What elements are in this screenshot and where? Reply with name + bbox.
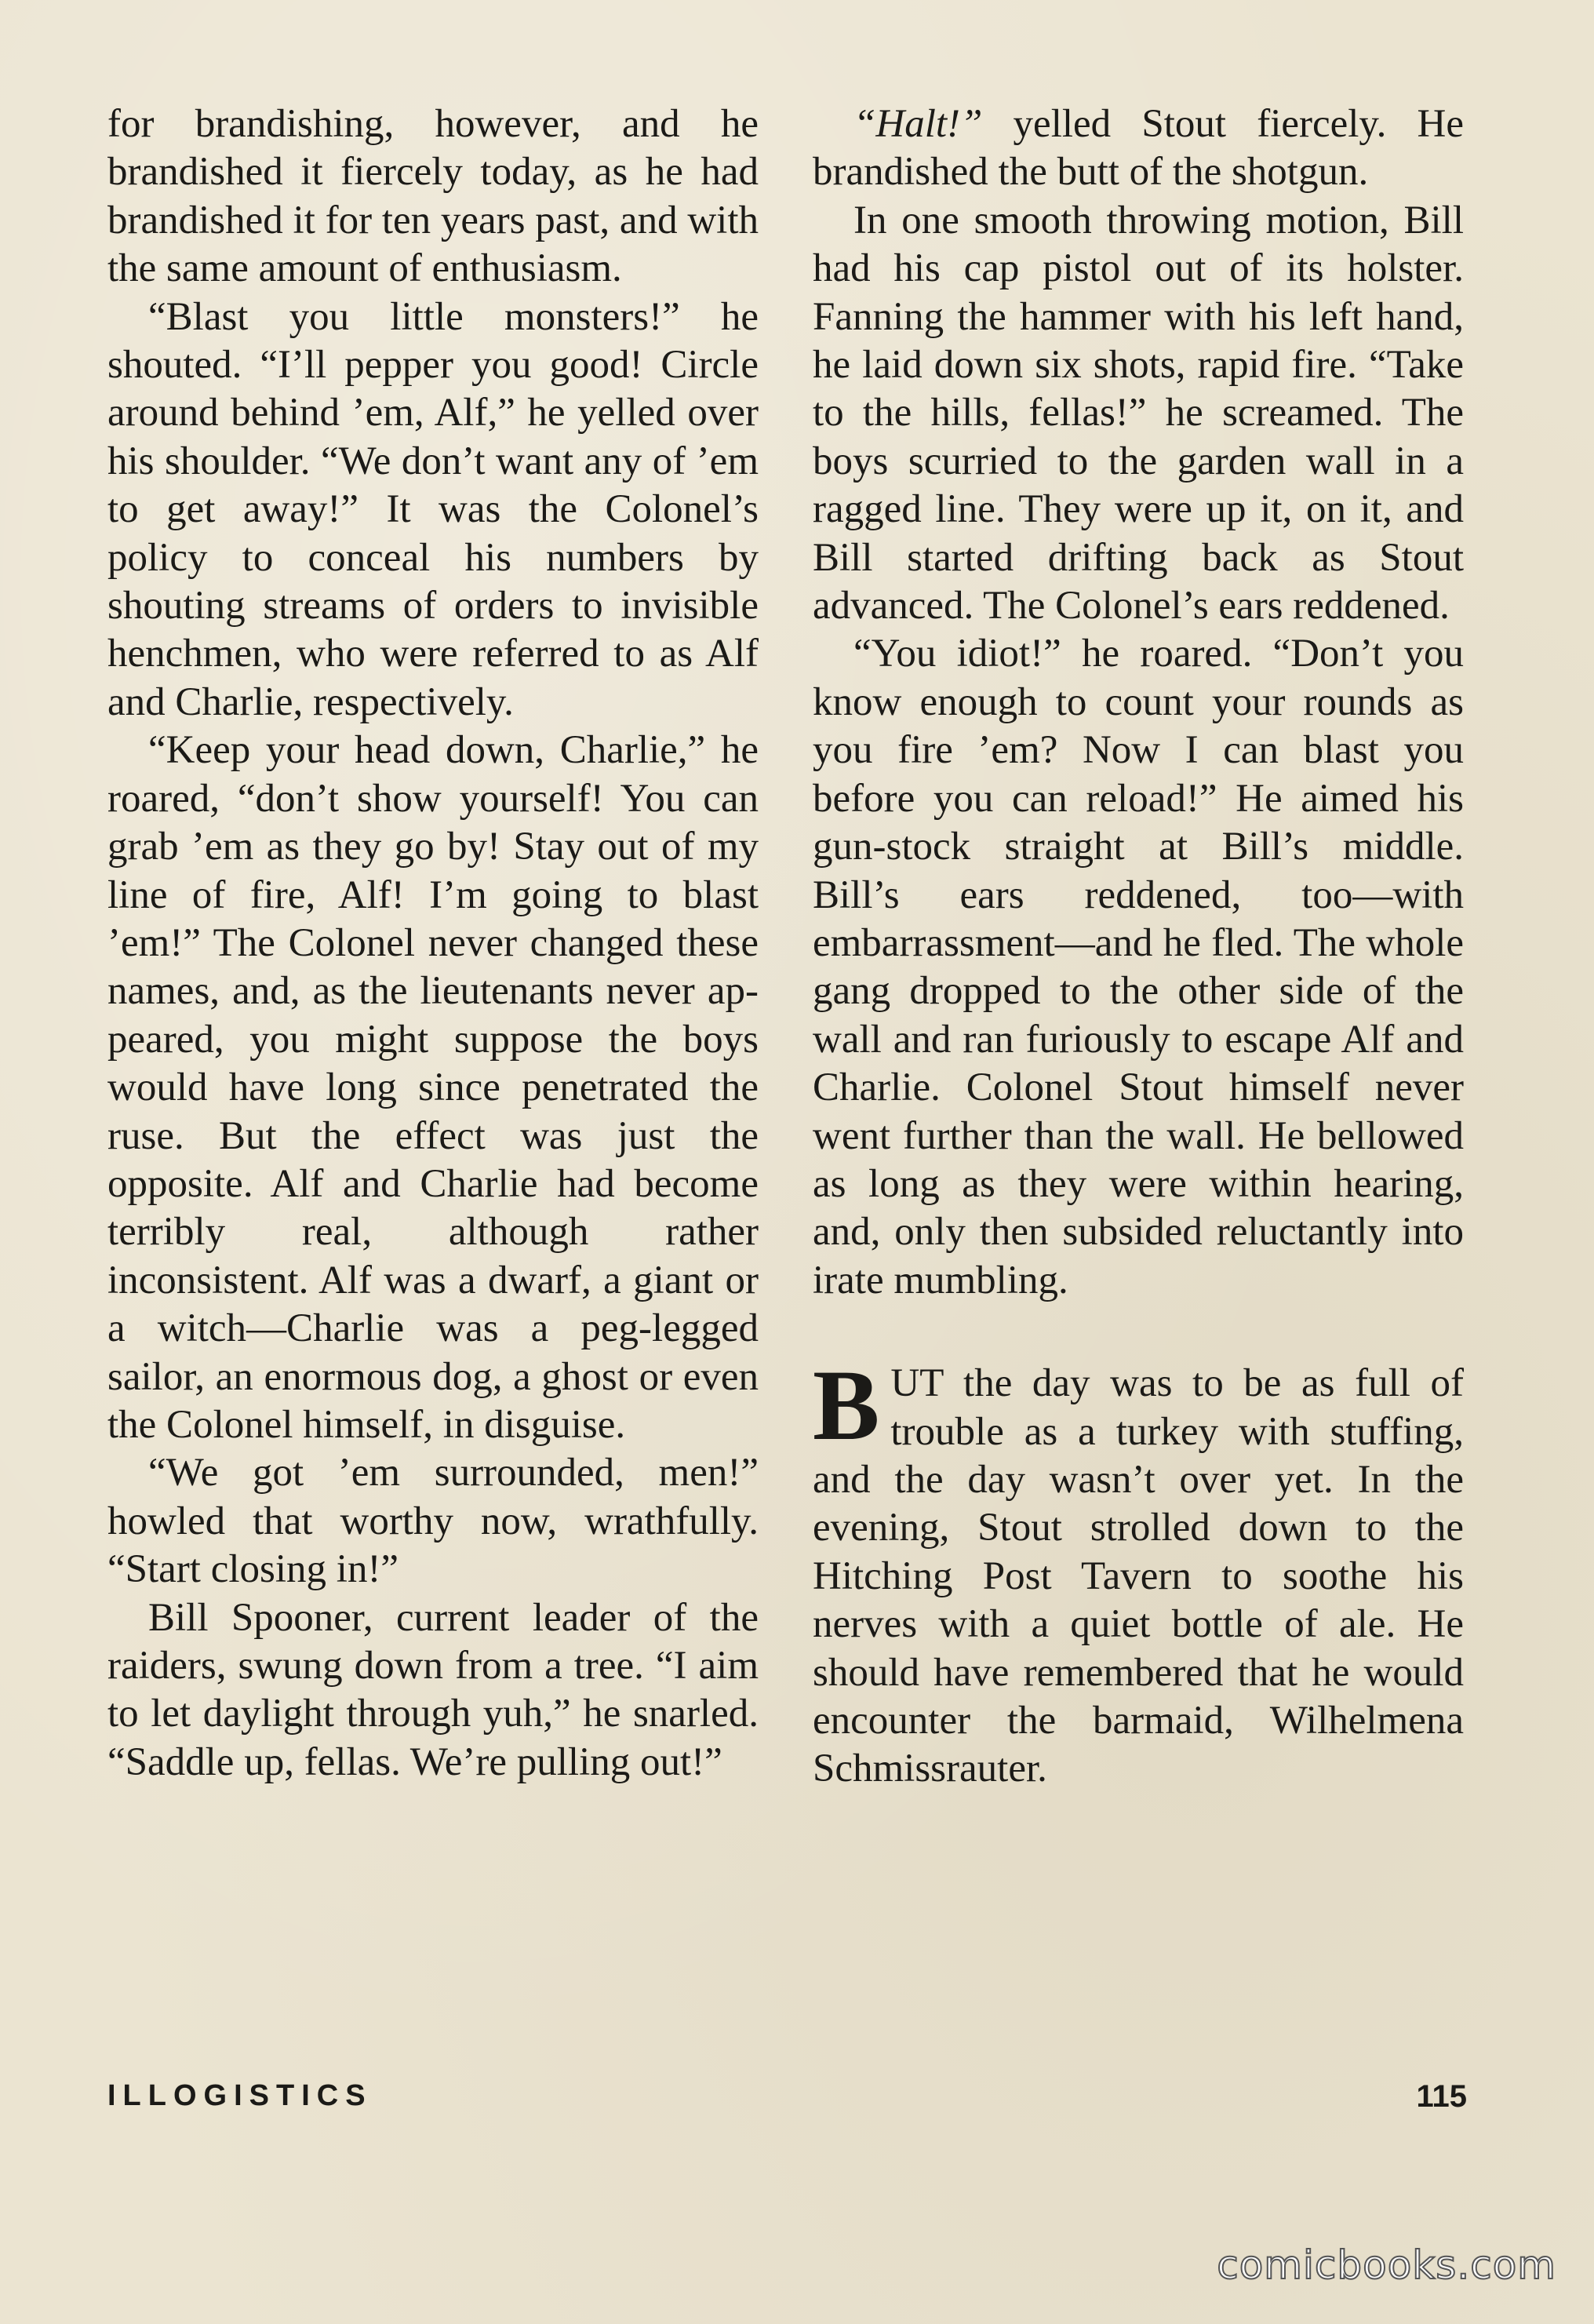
- halt-exclamation: “Halt!”: [853, 102, 983, 146]
- section-paragraph: [813, 1350, 1464, 1794]
- paragraph: Bill Spooner, current leader of the raiders, swung down from a tree. “I aim to let daylight through yuh,” he snarled. “Saddle up, fellas. We’re pulling out!”: [107, 1595, 759, 1784]
- paragraph: “We got ’em surrounded, men!” howled that worthy now, wrathfully. “Start closing in!”: [107, 1451, 759, 1592]
- drop-cap: B: [813, 1350, 880, 1462]
- paragraph: “Keep your head down, Charlie,” he roared, “don’t show yourself! You can grab ’em as they go by! Stay out of my line of fire, Alf! I’m going to blast ’em!” The Colonel never changed these names, and, as the lieutenants never appeared, you might suppose the boys would have long since penetrated the ruse. But the effect was just the opposite. Alf and Charlie had become terribly real, although rather inconsistent. Alf was a dwarf, a giant or a witch—Charlie was a peg-legged sailor, an enormous dog, a ghost or even the Colonel himself, in disguise.: [107, 728, 759, 1447]
- paragraph: In one smooth throwing motion, Bill had his cap pistol out of its holster. Fanning the hammer with his left hand, he laid down six shots, rapid fire. “Take to the hills, fellas!” he screamed. The boys scurried to the garden wall in a ragged line. They were up it, on it, and Bill started drifting back as Stout advanced. The Colonel’s ears reddened.: [813, 198, 1464, 628]
- paragraph-text: yelled Stout fiercely. He brandished the butt of the shotgun.: [813, 102, 1464, 195]
- paragraph: [813, 100, 1464, 197]
- paragraph: “Blast you little monsters!” he shouted. “I’ll pepper you good! Circle around behind ’em, Alf,” he yelled over his shoulder. “We don’t want any of ’em to get away!” It was the Colonel’s policy to conceal his numbers by shouting streams of orders to invisible henchmen, who were referred to as Alf and Charlie, respectively.: [107, 294, 759, 724]
- section-text: UT the day was to be as full of trouble as a turkey with stuffing, and the day wasn’t over yet. In the evening, Stout strolled down to the Hitching Post Tavern to soothe his nerves with a quiet bottle of ale. He should have remembered that he would encounter the barmaid, Wilhelmena Schmissrauter.: [813, 1361, 1464, 1791]
- paragraph: “You idiot!” he roared. “Don’t you know enough to count your rounds as you fire ’em? Now I can blast you before you can reload!” He aimed his gun-stock straight at Bill’s middle. Bill’s ears reddened, too—with embarrassment—and he fled. The whole gang dropped to the other side of the wall and ran furiously to escape Alf and Charlie. Colonel Stout himself never went further than the wall. He bellowed as long as they were within hearing, and, only then subsided reluctantly into irate mumbling.: [813, 632, 1464, 1302]
- watermark: comicbooks.com: [1217, 2242, 1556, 2288]
- left-column: [107, 100, 759, 1787]
- page-number: 115: [1416, 2079, 1467, 2114]
- right-column: [813, 100, 1464, 1794]
- paragraph: for brandishing, however, and he brandished it fiercely today, as he had brandished it for ten years past, and with the same amount of enthusiasm.: [107, 102, 759, 291]
- running-footer-title: ILLOGISTICS: [107, 2079, 373, 2112]
